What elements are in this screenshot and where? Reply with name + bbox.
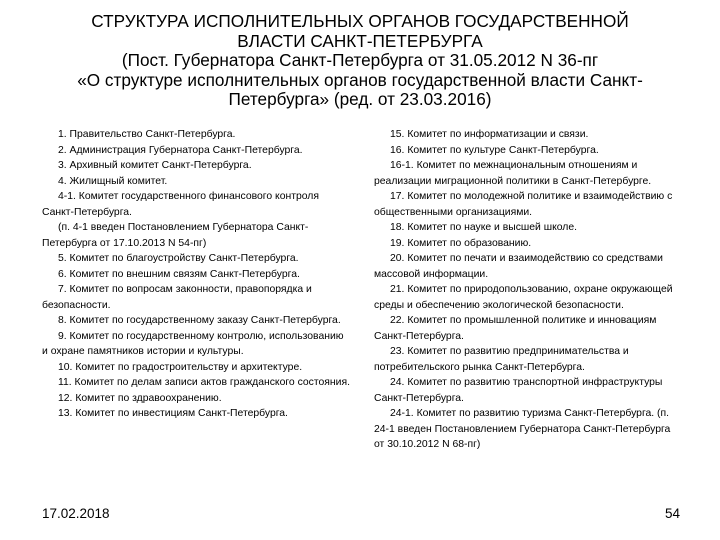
list-item: 6. Комитет по внешним связям Санкт-Петербурга.	[58, 268, 300, 280]
page-number: 54	[664, 506, 680, 521]
list-item: 2. Администрация Губернатора Санкт-Петербурга.	[58, 144, 303, 156]
list-item: 4. Жилищный комитет.	[58, 175, 168, 187]
list-item: 4-1. Комитет государственного финансового контроля Санкт-Петербурга.	[42, 191, 319, 218]
list-item: 24-1. Комитет по развитию туризма Санкт-Петербурга. (п. 24-1 введен Постановлением Губернатора Санкт-Петербурга от 30.10.2012 N 68-пг)	[374, 408, 671, 450]
left-column-list	[42, 127, 350, 422]
list-item: 9. Комитет по государственному контролю, использованию и охране памятников истории и культуры.	[42, 330, 344, 357]
list-item: 12. Комитет по здравоохранению.	[58, 392, 222, 404]
page-title	[40, 12, 680, 110]
right-column-list	[374, 127, 680, 453]
title-line: «О структуре исполнительных органов государственной власти Санкт-	[77, 69, 643, 90]
list-item: 15. Комитет по информатизации и связи.	[390, 129, 589, 140]
list-item: 17. Комитет по молодежной политике и взаимодействию с общественными организациями.	[374, 191, 673, 218]
footer-date: 17.02.2018	[42, 506, 110, 521]
list-item: 3. Архивный комитет Санкт-Петербурга.	[58, 160, 252, 171]
list-item: 19. Комитет по образованию.	[390, 237, 532, 249]
title-line: (Пост. Губернатора Санкт-Петербурга от 31.05.2012 N 36-пг	[121, 50, 599, 71]
list-item: 20. Комитет по печати и взаимодействию со средствами массовой информации.	[374, 253, 663, 280]
list-item: 13. Комитет по инвестициям Санкт-Петербурга.	[58, 408, 288, 419]
list-item: 23. Комитет по развитию предпринимательства и потребительского рынка Санкт-Петербурга.	[374, 346, 629, 373]
list-item-note: (п. 4-1 введен Постановлением Губернатора Санкт-Петербурга от 17.10.2013 N 54-пг)	[42, 222, 309, 249]
title-line: ВЛАСТИ САНКТ-ПЕТЕРБУРГА	[237, 30, 483, 51]
title-line: Петербурга» (ред. от 23.03.2016)	[228, 89, 492, 110]
list-item: 1. Правительство Санкт-Петербурга.	[58, 129, 236, 140]
title-line: СТРУКТУРА ИСПОЛНИТЕЛЬНЫХ ОРГАНОВ ГОСУДАРСТВЕННОЙ	[91, 11, 629, 31]
list-item: 22. Комитет по промышленной политике и инновациям Санкт-Петербурга.	[374, 315, 657, 342]
list-item: 16-1. Комитет по межнациональным отношениям и реализации миграционной политики в Санкт-Петербурге.	[374, 160, 652, 187]
list-item: 5. Комитет по благоустройству Санкт-Петербурга.	[58, 253, 299, 264]
list-item: 16. Комитет по культуре Санкт-Петербурга.	[390, 144, 599, 156]
list-item: 21. Комитет по природопользованию, охране окружающей среды и обеспечению экологической безопасности.	[374, 284, 673, 311]
list-item: 10. Комитет по градостроительству и архитектуре.	[58, 361, 303, 373]
list-item: 18. Комитет по науке и высшей школе.	[390, 222, 578, 233]
list-item: 7. Комитет по вопросам законности, правопорядка и безопасности.	[42, 284, 312, 311]
list-item: 24. Комитет по развитию транспортной инфраструктуры Санкт-Петербурга.	[374, 377, 663, 404]
list-item: 11. Комитет по делам записи актов гражданского состояния.	[58, 377, 350, 388]
list-item: 8. Комитет по государственному заказу Санкт-Петербурга.	[58, 315, 341, 326]
